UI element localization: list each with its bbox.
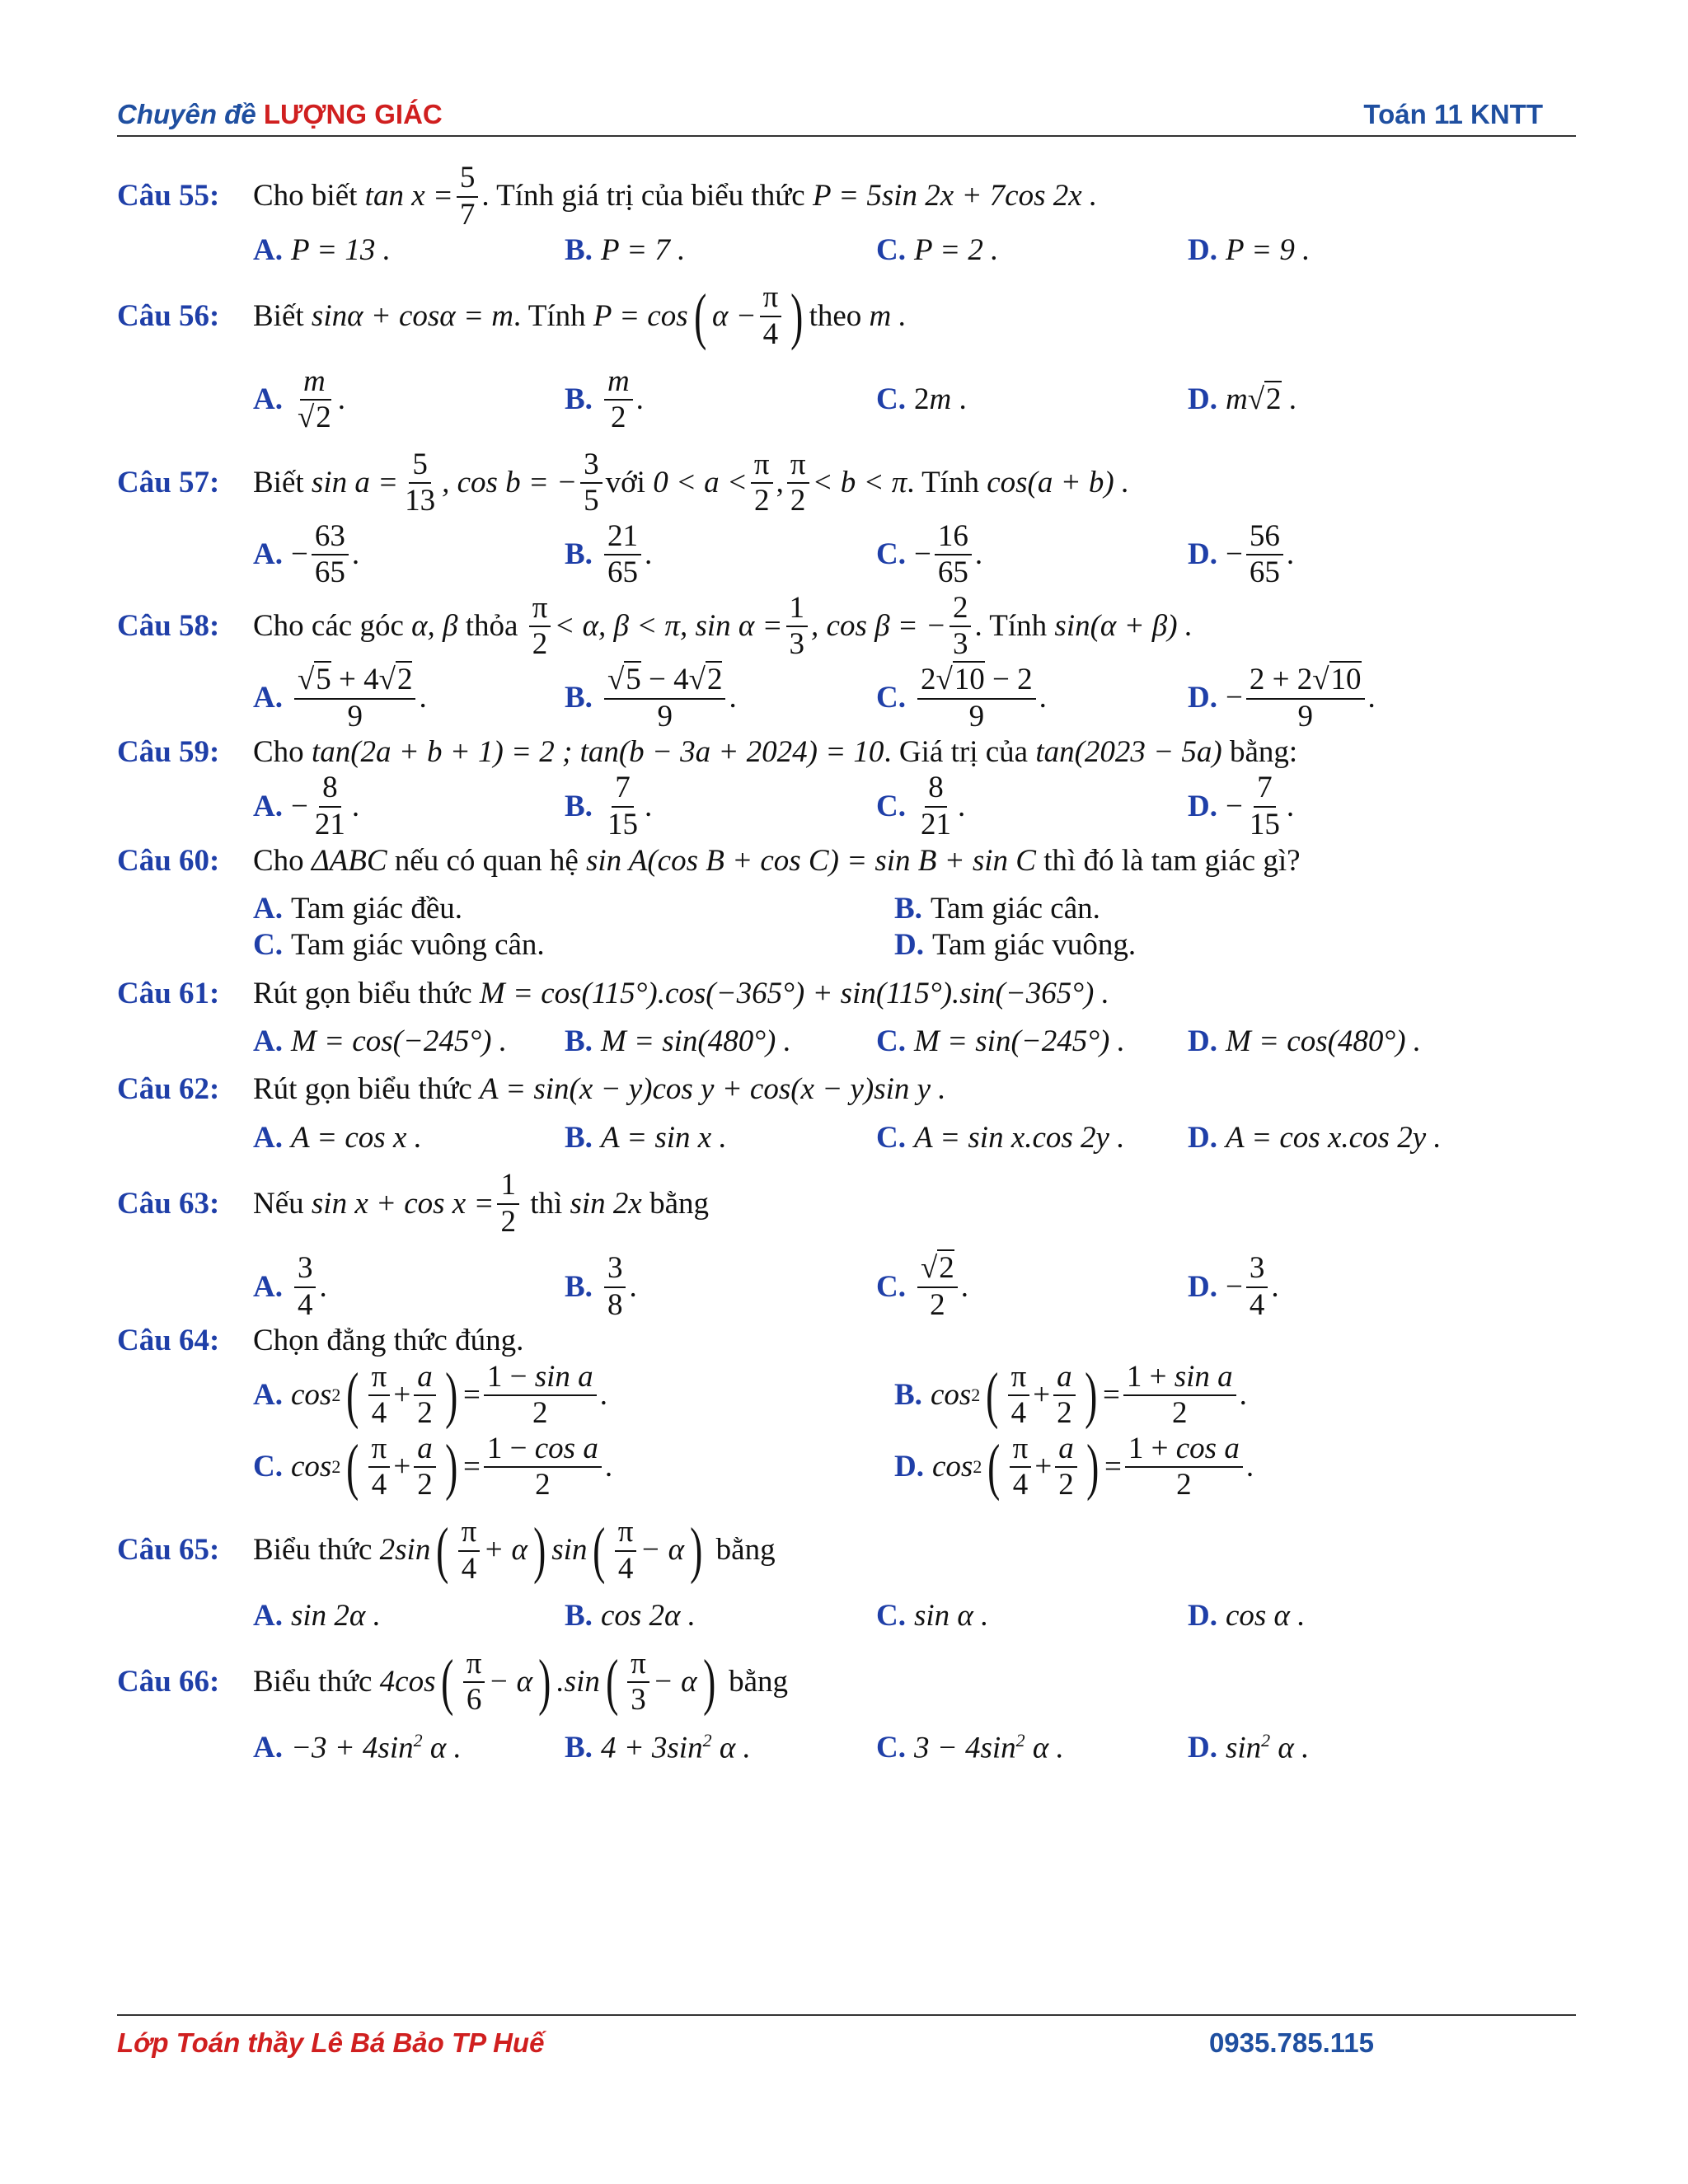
question-57: Câu 57: Biết sin a = $\frac{5}{13}$ , cos b = − $\frac{3}{5}$ với 0 < a < $\frac{\pi}{2}$ , $\frac{\pi}{2}$ < b < π . Tính cos(a + b) . <box>117 447 1130 518</box>
answers-56 <box>253 364 1568 436</box>
fraction: $\frac{\pi}{4}$ <box>760 280 782 352</box>
question-58: Câu 58: Cho các góc α, β thỏa $\frac{\pi}{2}$ < α, β < π, sin α = $\frac{1}{3}$ , cos β = − $\frac{2}{3}$ . Tính sin(α + β) . <box>117 590 1193 662</box>
answer-57-b[interactable]: B. $\frac{21}{65}$ . <box>565 518 653 590</box>
answers-55 <box>253 232 1568 269</box>
answer-61-c[interactable]: C. M = sin(−245°) . <box>876 1024 1125 1059</box>
answer-65-d[interactable]: D. cos α . <box>1188 1599 1306 1633</box>
answer-64-a[interactable]: A. cos 2 ( $\frac{\pi}{4}$ + $\frac{a}{2}$ ) = $\frac{\text{1 − sin a}}{2}$ . <box>253 1359 607 1431</box>
answer-62-d[interactable]: D. A = cos x.cos 2y . <box>1188 1120 1442 1155</box>
answers-64-row1 <box>253 1360 1568 1432</box>
answer-61-d[interactable]: D. M = cos(480°) . <box>1188 1024 1422 1059</box>
answer-55-a[interactable]: A. P = 13 . <box>253 233 391 268</box>
answers-57 <box>253 519 1568 591</box>
answer-62-c[interactable]: C. A = sin x.cos 2y . <box>876 1120 1125 1155</box>
question-list <box>117 161 1568 1766</box>
answers-61 <box>253 1024 1568 1060</box>
answer-60-b[interactable]: B. Tam giác cân. <box>894 891 1100 926</box>
answer-57-c[interactable]: C. − $\frac{16}{65}$ . <box>876 518 983 590</box>
answers-66 <box>253 1730 1568 1767</box>
answer-65-c[interactable]: C. sin α . <box>876 1599 989 1633</box>
answers-58 <box>253 663 1568 734</box>
answers-60-row1 <box>253 891 1568 927</box>
answers-64-row2 <box>253 1432 1568 1503</box>
answer-59-a[interactable]: A. − $\frac{8}{21}$ . <box>253 771 360 841</box>
answer-61-a[interactable]: A. M = cos(−245°) . <box>253 1024 508 1059</box>
footer-teacher: Lớp Toán thầy Lê Bá Bảo TP Huế <box>117 2027 545 2058</box>
answer-64-c[interactable]: C. cos 2 ( $\frac{\pi}{4}$ + $\frac{a}{2}$ ) = $\frac{\text{1 − cos a}}{2}$ . <box>253 1431 613 1502</box>
answer-58-b[interactable]: B. $\frac{√5 - 4√2}{9}$ . <box>565 662 737 733</box>
answer-57-a[interactable]: A. − $\frac{63}{65}$ . <box>253 518 360 590</box>
page-footer <box>117 2014 1576 2060</box>
answer-60-c[interactable]: C. Tam giác vuông cân. <box>253 928 545 963</box>
answer-62-a[interactable]: A. A = cos x . <box>253 1120 422 1155</box>
answer-58-d[interactable]: D. − $\frac{2 + 2√10}{9}$ . <box>1188 662 1376 733</box>
answer-60-a[interactable]: A. Tam giác đều. <box>253 891 463 926</box>
answer-60-d[interactable]: D. Tam giác vuông. <box>894 928 1137 963</box>
question-60: Câu 60: Cho ΔABC nếu có quan hệ sin A(cos B + cos C) = sin B + sin C thì đó là tam giác gì? <box>117 843 1301 878</box>
answer-64-d[interactable]: D. cos 2 ( $\frac{\pi}{4}$ + $\frac{a}{2}$ ) = $\frac{\text{1 + cos a}}{2}$ . <box>894 1431 1254 1502</box>
answer-61-b[interactable]: B. M = sin(480°) . <box>565 1024 791 1059</box>
page-header <box>117 97 1576 137</box>
footer-phone: 0935.785.115 <box>1208 2027 1374 2058</box>
answers-60-row2 <box>253 927 1568 963</box>
answer-59-c[interactable]: C. $\frac{8}{21}$ . <box>876 771 966 841</box>
fraction: $\frac{5}{7}$ <box>457 161 479 232</box>
answer-55-c[interactable]: C. P = 2 . <box>876 233 999 268</box>
answer-56-c[interactable]: C. 2m . <box>876 382 967 416</box>
answer-58-a[interactable]: A. $\frac{√5 + 4√2}{9}$ . <box>253 662 427 733</box>
answer-63-a[interactable]: A. $\frac{3}{4}$ . <box>253 1251 327 1322</box>
answers-63 <box>253 1251 1568 1323</box>
answer-55-b[interactable]: B. P = 7 . <box>565 233 686 268</box>
answer-63-d[interactable]: D. − $\frac{3}{4}$ . <box>1188 1251 1279 1322</box>
question-62: Câu 62: Rút gọn biểu thức A = sin(x − y)cos y + cos(x − y)sin y . <box>117 1072 946 1107</box>
answer-59-d[interactable]: D. − $\frac{7}{15}$ . <box>1188 771 1295 841</box>
question-61: Câu 61: Rút gọn biểu thức M = cos(115°).cos(−365°) + sin(115°).sin(−365°) . <box>117 976 1109 1010</box>
question-65: Câu 65: Biểu thức 2sin ( $\frac{\pi}{4}$ + α ) sin ( $\frac{\pi}{4}$ − α ) bằng <box>117 1515 776 1586</box>
answer-64-b[interactable]: B. cos 2 ( $\frac{\pi}{4}$ + $\frac{a}{2}$ ) = $\frac{\text{1 + sin a}}{2}$ . <box>894 1359 1247 1431</box>
answer-63-b[interactable]: B. $\frac{3}{8}$ . <box>565 1251 637 1322</box>
question-55: Câu 55: Cho biết tan x = $\frac{5}{7}$ . Tính giá trị của biểu thức P = 5sin 2x + 7cos 2x . <box>117 161 1098 232</box>
question-66: Câu 66: Biểu thức 4cos ( $\frac{\pi}{6}$ − α ) .sin ( $\frac{\pi}{3}$ − α ) bằng <box>117 1646 788 1718</box>
answer-55-d[interactable]: D. P = 9 . <box>1188 233 1311 268</box>
answers-59 <box>253 771 1568 842</box>
answer-57-d[interactable]: D. − $\frac{56}{65}$ . <box>1188 518 1295 590</box>
answer-56-b[interactable]: B. $\frac{m}{2}$ . <box>565 363 644 435</box>
answer-56-d[interactable]: D. m√2 . <box>1188 382 1297 416</box>
answer-56-a[interactable]: A. $\frac{m}{√2}$ . <box>253 363 346 435</box>
answer-65-b[interactable]: B. cos 2α . <box>565 1599 696 1633</box>
answer-66-d[interactable]: D. $\sin^2 \alpha$ . <box>1188 1729 1310 1765</box>
question-64: Câu 64: Chọn đẳng thức đúng. <box>117 1324 524 1358</box>
question-63: Câu 63: Nếu sin x + cos x = $\frac{1}{2}$ thì sin 2x bằng <box>117 1168 710 1239</box>
answer-66-a[interactable]: A. $-3 + 4\sin^2$ α . <box>253 1729 462 1765</box>
answer-58-c[interactable]: C. $\frac{2√10 - 2}{9}$ . <box>876 662 1047 733</box>
answer-66-c[interactable]: C. $3 - 4\sin^2$ α . <box>876 1729 1064 1765</box>
header-course: Toán 11 KNTT <box>1363 99 1543 129</box>
answer-63-c[interactable]: C. $\frac{√2}{2}$ . <box>876 1251 969 1322</box>
header-topic: Chuyên đề LƯỢNG GIÁC <box>117 99 443 129</box>
question-59: Câu 59: Cho tan(2a + b + 1) = 2 ; tan(b − 3a + 2024) = 10 . Giá trị của tan(2023 − 5a) bằng: <box>117 735 1298 770</box>
answer-59-b[interactable]: B. $\frac{7}{15}$ . <box>565 771 653 841</box>
question-56: Câu 56: Biết sinα + cosα = m . Tính P = cos ( α − $\frac{\pi}{4}$ ) theo m . <box>117 280 907 352</box>
answer-66-b[interactable]: B. $4 + 3\sin^2$ α . <box>565 1729 751 1765</box>
answer-65-a[interactable]: A. sin 2α . <box>253 1599 381 1633</box>
answer-62-b[interactable]: B. A = sin x . <box>565 1120 727 1155</box>
answers-62 <box>253 1120 1568 1156</box>
answers-65 <box>253 1598 1568 1634</box>
